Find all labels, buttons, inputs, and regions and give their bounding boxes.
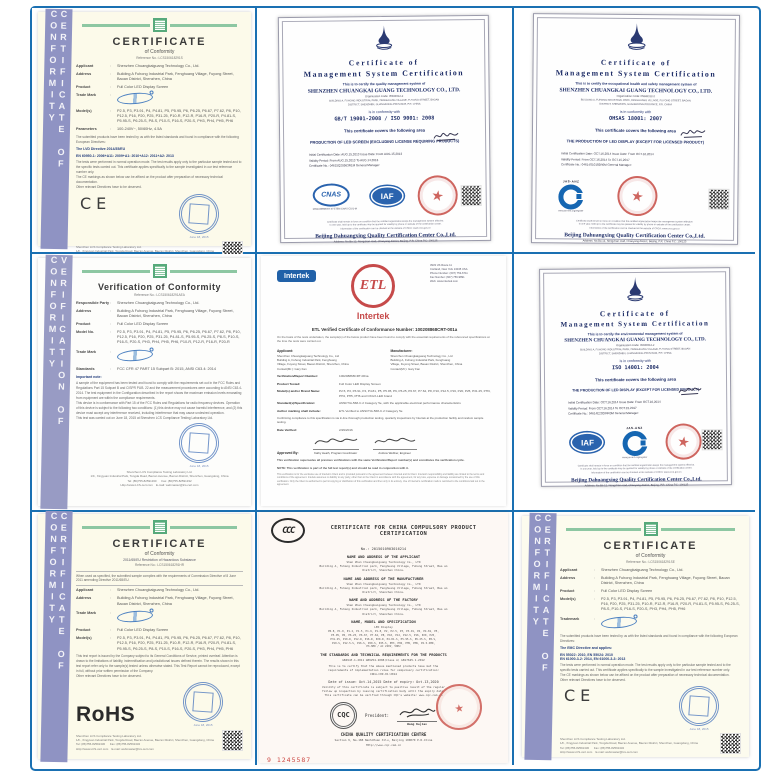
row-label: Author marking shall include: xyxy=(277,408,321,413)
signature-kathy xyxy=(313,435,359,447)
certificate-dates: Initial Certification Date: OCT.16,2014 Issue Date: From OCT.16,2014 Validity Period: From OCT.16,2014 To OCT.15,2017 Certificate No.: 04614S10182R0M General Manager: xyxy=(560,151,654,168)
field-row: Product : Full Color LED Display Screen xyxy=(560,588,653,593)
centre-address: Section 9, No.188 NanSiHuan Xilu, Beijing 100070 P.R.China xyxy=(334,737,433,742)
row-value: Full Color LED Display Screen xyxy=(339,381,381,386)
cert-title-line2: Management System Certification xyxy=(555,68,717,79)
field-label: Trade Mark xyxy=(76,610,97,615)
cert-subtitle: of Conformity xyxy=(144,551,175,557)
star-icon: ★ xyxy=(430,186,446,204)
manufacturer-details: Shenzhen Chuangkaiguang Technology Co., Ltd Building A, Fuhong Industrial Park, Fenghuang Village, Fuyong Street, Baoan District, Shenzhen, China Contact(Mr.): Gary Fan xyxy=(390,353,463,371)
approved-by-label: Approved By: xyxy=(277,451,299,456)
standards-lines: EN 55022: 2010, EN 55024: 2010 EN 61000-3-2: 2014, EN 61000-3-3: 2013 xyxy=(560,652,626,661)
section-body: Shen Zhen Chuangkaiguang Technology Co., LTD Building A, Fuhong Industrial park, Fenghuang Village, Fuhong Street, Bao an District, Shenzhen China. xyxy=(319,581,448,594)
cert-title-line1: Certificate of xyxy=(348,57,419,68)
applicant-header: Applicant: xyxy=(277,348,294,353)
qr-code xyxy=(222,730,243,751)
cert-cell-ce-lvd[interactable] xyxy=(32,8,257,254)
lab-footer: Shenzhen LCS Compliance Testing Laboratory Ltd. 1/F., Xingyuan Industrial Park, Tongda Road, Bao'an Avenue, Bao'an District, Shenzhen, Guangdong, China Tel: (86)755-82591330 Fax: (86)755-82591332 Http://www.LCS-cert.com E-mail: webmaster@lcs-cert.com xyxy=(90,469,229,488)
seal-date: June 18, 2015 xyxy=(189,234,209,239)
field-label: Model No. xyxy=(76,329,95,334)
iaf-logo: IAF xyxy=(571,432,604,452)
field-label: Product xyxy=(76,628,91,633)
voc-paper xyxy=(38,254,251,506)
section-body: Shen Zhen Chuangkaiguang Technology Co., LTD Building A, Fuhong Industrial park, Fenghuang Village, Fuhong Street, Bao an District, Shenzhen China. xyxy=(319,603,448,616)
qr-code xyxy=(708,189,729,210)
centre-website: Http://www.cqc.com.cn xyxy=(365,742,402,747)
ce-mark: CE xyxy=(80,193,112,213)
field-row: Responsible Party : Shenzhen Chuangkaiguang Technology Co., Ltd. xyxy=(76,301,200,305)
cert-title-line1: Certificate of xyxy=(599,308,671,319)
row-value: ETL Verified to ANSI/TIA-568-C.2 Category 5e xyxy=(339,408,403,413)
ce-lvd-sidebar-banner xyxy=(40,9,72,250)
certification-emblem-icon xyxy=(625,277,645,302)
fine-print: Certificate shall remain in force on condition that the certified organization keeps the management system effective. In one year, held up to the certificate may be queried for validity by phone or website of the certification center. Information of the certification can be checked at the website of CNCA: www.cnca.gov.cn xyxy=(577,464,695,475)
cert-title: CERTIFICATE xyxy=(112,538,207,550)
cert-cell-ce-emc[interactable] xyxy=(514,512,755,765)
section-title: NAME AND ADDRESS OF THE FACTORY xyxy=(349,598,418,603)
field-label: Product xyxy=(76,321,91,326)
conformity-line: is in conformity with xyxy=(619,109,652,115)
field-label: Applicant xyxy=(76,588,94,593)
standard-number: ISO 14001: 2004 xyxy=(611,364,659,372)
field-label: Parameters xyxy=(76,127,97,131)
red-star-seal xyxy=(415,173,461,219)
certification-scope: THE PRODUCTION OF LED DISPLAY (EXCEPT FOR LICENSED PRODUCT) xyxy=(572,387,700,393)
directive-line: The LVD Directive 2014/35/EU xyxy=(76,147,126,152)
ccc-logo: CCC xyxy=(271,518,305,543)
etl-circle-logo: ETL xyxy=(351,264,395,308)
cert-title-line1: Certificate of xyxy=(600,57,672,68)
field-row: Applicant : Shenzhen Chuangkaiguang Technology Co., Ltd. xyxy=(560,568,684,572)
field-row-trademark: Trade Mark : xyxy=(76,93,243,106)
row-value: ANSI/TIA-568-C.2 Category 5e, with the applicable electrical performance characteristics xyxy=(339,401,461,406)
rohs-big-label: RoHS xyxy=(76,703,136,727)
green-rule xyxy=(82,520,237,534)
etl-certificate-title: ETL Verified Certificate of Conformance Number: 100208868CRT-001a xyxy=(311,327,458,332)
field-label: Address xyxy=(76,596,92,601)
standards-line: EN 60950-1: 2006+A11: 2009+A1: 2010+A12: 2011+A2: 2013 xyxy=(76,153,174,158)
blue-seal-stamp xyxy=(175,190,223,238)
president-signature xyxy=(397,705,437,719)
field-row-trademark: Trade Mark : xyxy=(76,350,243,363)
certification-emblem-icon xyxy=(625,23,647,51)
row-value: P2.5, P3, P3.91, P4, P4.81, P5, P5.95, P6, P6.25, P6.67, P7.62, P8, P10, P12.5, P16, P20, P25, P31.25, PH3, PH4, PH5, PH6 and CKGX-LED brand xyxy=(339,389,491,398)
field-value: Shenzhen Chuangkaiguang Technology Co., Ltd. xyxy=(601,568,684,572)
blue-seal-stamp xyxy=(179,678,227,726)
field-value: Shenzhen Chuangkaiguang Technology Co., Ltd. xyxy=(117,301,200,305)
cert-subtitle: of Conformity xyxy=(144,49,175,55)
field-row: Applicant : Shenzhen Chuangkaiguang Technology Co., Ltd. xyxy=(76,588,200,593)
field-value: Full Color LED Display Screen xyxy=(117,84,169,89)
row-label: Date Verified: xyxy=(277,427,297,432)
cert-title: CERTIFICATE xyxy=(112,36,207,48)
standard-number: OHSAS 18001: 2007 xyxy=(609,115,663,123)
certificate-grid xyxy=(30,6,761,771)
blue-seal-stamp xyxy=(175,419,223,467)
cert-subtitle: of Conformity xyxy=(635,553,666,559)
seal-date: June 18, 2015 xyxy=(189,463,209,468)
field-value: FCC CFR 47 PART 15 Subpart B: 2015, ANSI C63.4: 2014 xyxy=(117,367,216,371)
cert-cell-rohs[interactable] xyxy=(32,512,257,765)
qr-code xyxy=(461,185,482,206)
sidebar-vertical-label: VERIFICATION OF CONFORMITY xyxy=(46,254,70,428)
cert-cell-ccc[interactable] xyxy=(257,512,514,765)
conformity-line: is in conformity with xyxy=(619,358,652,364)
model-list: P0.8, P1.0, P1.2, P1.5, P1.6, P1.8, P2, P2.5, P3, P3.91, P4, P4.81, P5, P5.95, P6, P6.25, P6.67, P7.62, P8, P10, P12, P12.5, P16, P20, P25, P31.25, P10-R, P12-R, P16-R, P20-R, P4.81-S, P5.95-S, P6.25-S, P8-S, P10-S, P12.5-S, P16-S, P20-S, P25-S, PH3, PH4, PH5, PH6, P2.5-SMD, P3-SMD / AC 220V, 50Hz xyxy=(328,629,439,649)
etl-row xyxy=(277,374,492,378)
cert-cell-fcc-voc[interactable] xyxy=(32,254,257,512)
row-label: Verification/Report Number: xyxy=(277,374,319,379)
important-note-label: Important note: xyxy=(76,374,102,379)
body-paragraph: The submitted products have been tested by us with the listed standards and found in compliance with the following European Directives: xyxy=(76,134,239,144)
manufacturer-header: Manufacturer: xyxy=(390,348,413,353)
field-label: Model(s) xyxy=(560,596,576,601)
cqc-logo: CQC xyxy=(330,702,357,729)
etl-row xyxy=(277,389,492,398)
field-value: P2.5, P3, P3.91, P4, P4.81, P5, P5.95, P6, P6.25, P6.67, P7.62, P8, P10, P12.5, P16, P20, P25, P31.25, P10-R, P12-R, P16-R, P20-R, P4.81-S, P5.95-S, P6.25-S, P8-S, P10-S, P16-S, P20-S, PH3, PH4, PH5, PH6 xyxy=(117,108,241,124)
field-row: Product : Full Color LED Display Screen xyxy=(76,321,169,326)
president-label: President: xyxy=(364,712,390,718)
red-star-seal xyxy=(662,421,703,462)
jas-anz-sub: www.jas-anz.org/register xyxy=(622,456,648,459)
green-rule xyxy=(566,522,735,536)
row-value: 2/29/2016 xyxy=(339,427,353,432)
company-name: SHENZHEN CHUANGKAI GUANG TECHNOLOGY CO., LTD. xyxy=(564,337,706,344)
emc-sidebar-banner xyxy=(524,513,556,761)
field-row-trademark: Trademark : xyxy=(560,617,741,630)
reference-number: Reference No.: LCS150618291SE xyxy=(626,560,675,564)
conjunction-note: NOTE: This verification is part of the full test report(s) and should be read in conjunction with it. xyxy=(277,465,409,470)
certification-centre-name: CHINA QUALITY CERTIFICATION CENTRE xyxy=(340,731,427,737)
certify-line: This is to certify the quality management system of xyxy=(342,81,426,87)
certificate-number: No.: 2015010903016214 xyxy=(360,547,407,551)
qr-code xyxy=(701,429,722,450)
etl-row xyxy=(277,382,492,386)
green-emblem-icon xyxy=(153,520,167,534)
validity-paragraph: Validity of this certificate is subject to positive result of the regular follow up inspection by issuing certification body until the expiry date. This certificate can be verified through CQC's website: www.cqc.com.cn xyxy=(322,685,445,698)
president-name: Wang Kejiao xyxy=(397,721,437,726)
product-name: LED Display xyxy=(374,624,393,629)
reference-number: Reference No.: LCS150618291HR xyxy=(134,563,185,567)
field-row: Model No. : P2.5, P3, P3.91, P4, P4.81, P5, P5.95, P6, P6.25, P6.67, P7.62, P8, P10, P12.5, P16, P20, P25, P31.25, P4.81-S, P5.95-S, P6.25-S, P8-S, P10-S, P16-S, P20-S, PH3, PH4, PH5, PH6, P10-R, P12-R, P16-R, P20-R xyxy=(76,330,243,346)
applicant-details: Shenzhen Chuangkaiguang Technology Co., Ltd Building A, Fuhong Industrial Park, Fenghuang Village, Fuyong Street, Baoan District, Shenzhen, China Contact(Mr.): Gary Fan xyxy=(277,353,349,371)
trademark-logo xyxy=(117,91,154,105)
covers-line: This certificate covers the following area xyxy=(595,376,677,383)
intertek-red-label: Intertek xyxy=(356,311,390,321)
field-label: Address xyxy=(76,71,92,76)
body-paragraph: A sample of the equipment has been tested and found to comply with the requirements set out in the FCC Rules and Regulations Part 15 Subpart B and CISPR PUB. 22 and the measurement procedures were according to ANSI C63.4-2014. The test equipment in the Configuration described in the report shows the maximum emission levels emanating from equipment are within the compliance requirements. This device is in conformance with Part 15 of the FCC Rules and Regulations for radio frequency devices. Operation of this device is subject to the following two conditions: (1) this device may not cause harmful interference, and (2) this device must accept any interference received, including interference that may cause undesired operation. This test was carried out on June 18, 2015 at Shenzhen LCS Compliance Testing Laboratory Ltd. xyxy=(76,381,243,420)
trademark-logo xyxy=(117,348,154,362)
row-label: Model(s) and/or Brand Name: xyxy=(277,389,321,394)
organization-code: Organization Code: 05949312-2 xyxy=(616,343,655,348)
lab-footer: Shenzhen LCS Compliance Testing Laboratory Ltd. 1/F., Xingyuan Industrial Park, Tongda Road, Bao'an Avenue, Bao'an District, Shenzhen, Guangdong, China xyxy=(76,244,214,253)
sidebar-vertical-label: CERTIFICATE OF CONFORMITY xyxy=(46,8,70,171)
certification-body-address: Address: No.Ba 12, Nongzhan road, Chaoyang district, Beijing, P.R. China P.C: 100125 xyxy=(584,483,689,488)
issue-expiry-dates: Date of issue: Oct.14,2015 Date of expiry: Oct.13,2020 xyxy=(328,680,439,685)
field-label: Trademark xyxy=(560,616,580,621)
intertek-badge-logo: Intertek xyxy=(277,270,316,282)
field-value: Full Color LED Display Screen xyxy=(117,628,169,633)
serial-number: 9 1245587 xyxy=(267,756,312,764)
covers-line: This certificate covers the following area xyxy=(594,127,676,134)
cert-cell-iso9001[interactable] xyxy=(257,8,514,254)
field-row: Address : Building A Fuhong Industrial Park, Fenghuang Village, Fuyong Street, Baoan District, Shenzhen, China xyxy=(76,596,243,607)
field-value: Building A Fuhong Industrial Park, Fenghuang Village, Fuyong Street, Baoan District, Shenzhen, China xyxy=(117,71,234,82)
jas-anz-logo xyxy=(622,430,647,455)
field-value: 100-240V~, 50/60Hz, 4.5A xyxy=(117,127,162,131)
field-label: Applicant xyxy=(560,568,578,572)
fine-print: This verification is for the exclusive use of Intertek's Client and is provided pursuant to the agreement between Intertek and its Client. Intertek's responsibility and liability are limited to the terms and conditions of the agreement. Intertek assumes no liability to any party, other than to the Client in accordance with the agreement, for any loss, expense or damage occasioned by the use of this verification. Only the Client is authorized to permit copying or distribution of this verification and then only in its entirety. Use of Intertek's certification mark is restricted to the conditions laid out in the agreement. xyxy=(277,472,485,487)
star-icon: ★ xyxy=(630,186,646,205)
field-row: Address : Building A Fuhong Industrial Park, Fenghuang Village, Fuyong Street, Baoan District, Shenzhen, China xyxy=(560,576,741,587)
date-verified-row xyxy=(277,428,492,432)
company-name: SHENZHEN CHUANGKAI GUANG TECHNOLOGY CO., LTD. xyxy=(559,87,713,95)
body-paragraph: The tests were performed in normal operation mode. The test results apply only to the particular sample tested and to the specific tests carried out. This certificate applies specifically to the sample investigated in our test reference number only. The CE markings as shown below can be affixed on the product after preparation of necessary technical documentation. Other relevant Directives have to be observed. xyxy=(560,663,731,683)
signature-name: Kathy Heath, Program Coordinator xyxy=(314,451,358,456)
iaf-logo: IAF xyxy=(371,186,404,206)
trademark-logo xyxy=(117,609,154,623)
cnas-sub-label: MANAGEMENT SYSTEM CNAS C101-M xyxy=(312,206,357,211)
reference-number: Reference No.: LCS150618291S xyxy=(136,56,183,60)
field-row: Model(s) : P2.5, P3, P3.91, P4, P4.81, P5, P5.95, P6, P6.25, P6.67, P7.62, P8, P10, P12.5, P16, P20, P25, P31.25, P10-R, P12-R, P16-R, P20-R, P4.81-S, P5.95-S, P6.25-S, P8-S, P10-S, P16-S, P20-S, PH3, PH4, PH5, PH6 xyxy=(76,109,243,125)
red-star-seal xyxy=(614,173,661,220)
general-manager-signature xyxy=(676,384,704,396)
field-label: Product xyxy=(560,588,575,593)
jas-anz-label: JAS-ANZ xyxy=(562,178,580,184)
section-body: Shen Zhen Chuangkaiguang Technology Co., LTD Building A, Fuhong Industrial park, Fenghuang Village, Fuhong Street, Bao an District, Shenzhen China. xyxy=(319,560,448,573)
section-title: NAME AND ADDRESS OF THE APPLICANT xyxy=(346,555,421,559)
field-value: Full Color LED Display Screen xyxy=(117,321,169,326)
blue-seal-stamp xyxy=(675,682,723,730)
signature-name: Andrew Webber, Engineer xyxy=(373,449,417,455)
section-title: THE STANDARDS AND TECHNICAL REQUIREMENTS FOR THE PRODUCTS xyxy=(320,653,447,658)
field-value: Building A Fuhong Industrial Park, Fenghuang Village, Fuyong Street, Baoan District, Shenzhen, China xyxy=(117,596,234,606)
field-label: Trade Mark xyxy=(76,92,97,97)
organization-code: Organization Code: 05949312-2 xyxy=(616,94,655,99)
body-paragraph: The submitted products have been tested by us with the listed standards and found in compliance with the following European Directives: xyxy=(560,634,738,643)
field-label: Model(s) xyxy=(76,635,92,640)
conformity-line: is in conformity with xyxy=(368,109,401,115)
green-emblem-icon xyxy=(153,18,167,32)
field-value: P2.5, P3, P3.91, P4, P4.81, P5, P5.95, P6, P6.25, P6.67, P7.62, P8, P10, P12.5, P16, P20, P25, P31.25, P10-R, P12-R, P16-R, P20-R, P4.81-S, P5.95-S, P6.25-S, P8-S, P10-S, P16-S, P20-S, PH3, PH4, PH5, PH6 xyxy=(117,635,241,651)
general-manager-signature xyxy=(678,126,708,139)
emc-paper xyxy=(522,512,749,757)
field-label: Address xyxy=(560,575,576,580)
field-label: Responsible Party xyxy=(76,301,110,305)
intro-paragraph: On the basis of the tests undertaken, the sample(s) of the below product have been found to comply with the essential requirements of the referenced specifications at the time the tests were carried out. xyxy=(277,335,490,344)
field-row: Address : Building A Fuhong Industrial Park, Fenghuang Village, Fuyong Street, Baoan District, Shenzhen, China xyxy=(76,72,243,83)
ce-lvd-paper xyxy=(38,8,251,253)
star-icon: ★ xyxy=(675,432,691,451)
cert-cell-iso14001[interactable] xyxy=(514,254,755,512)
etl-row xyxy=(277,409,492,413)
seal-date: June 18, 2015 xyxy=(689,727,709,732)
supersedes-note: This verification supersedes all previous verifications with the same Verification/Report number(s) and constitutes the verification cycle. xyxy=(277,458,465,463)
signature-andrew xyxy=(373,435,417,447)
field-label: Product xyxy=(76,84,91,89)
field-label: Applicant xyxy=(76,64,94,68)
certificate-dates: Initial Certification Date: AUG.15,2013 Issue Date: From AUG.15,2013 Validity Period: From AUG.15,2013 To AUG.14,2016 Certificate No.: 04615Q20563R1M General Manager: xyxy=(308,151,403,169)
company-address: BUILDING A, FUHONG INDUSTRIAL PARK, FENGHUANG VILLAGE, FUYONG STREET, BAOAN DISTRICT, SHENZHEN, GUANGDONG PROVINCE, P.R. CHINA xyxy=(580,347,691,355)
green-emblem-icon xyxy=(644,522,658,536)
organization-code: Organization Code: 05949312-2 xyxy=(365,94,404,99)
row-value: 100208868CRT-001a xyxy=(339,374,369,379)
field-row-trademark: Trade Mark : xyxy=(76,611,243,624)
iso14001-paper xyxy=(539,267,732,487)
cert-title-line2: Management System Certification xyxy=(560,319,710,329)
company-name: SHENZHEN CHUANGKAI GUANG TECHNOLOGY CO., LTD. xyxy=(307,87,461,95)
field-value: Shenzhen Chuangkaiguang Technology Co., Ltd. xyxy=(117,588,200,593)
certification-emblem-icon xyxy=(373,25,393,51)
seal-date: June 18, 2015 xyxy=(193,723,213,728)
green-emblem-icon xyxy=(153,264,167,278)
field-label: Address xyxy=(76,308,92,313)
lab-footer: Shenzhen LCS Compliance Testing Laboratory Ltd. 1/F., Xingyuan Industrial Park, Tongda Road, Bao'an Avenue, Bao'an District, Shenzhen, Guangdong, China Tel: (86)755-82591330 Fax: (86)755-82591332 Http://www.LCS-cert.com E-mail: webmaster@lcs-cert.com xyxy=(560,736,698,754)
intertek-address-block: 3933 US Route 11 Cortland, New York 13045 USA Phone Number: (607) 753-6711 Fax Number: (607) 756-9891 Web: www.intertek.com xyxy=(429,264,468,284)
cnas-logo: CNAS xyxy=(313,183,350,206)
star-icon: ★ xyxy=(453,697,465,717)
field-row: Standards : FCC CFR 47 PART 15 Subpart B: 2015, ANSI C63.4: 2014 xyxy=(76,367,216,371)
reference-number: Reference No.: LCS150618291AEA xyxy=(134,293,185,297)
field-value: Building A Fuhong Industrial Park, Fenghuang Village, Fuyong Street, Baoan District, Shenzhen, China xyxy=(601,575,730,586)
standards-list: GB4943.1-2011 GB9254-2008(Class A) GB17625.1-2012 xyxy=(342,658,425,663)
field-value: Shenzhen Chuangkaiguang Technology Co., Ltd. xyxy=(117,64,200,68)
field-value: Building A Fuhong Industrial Park, Fenghuang Village, Fuyong Street, Baoan District, Shenzhen, China xyxy=(117,308,234,319)
field-value: P2.5, P3, P3.91, P4, P4.81, P5, P5.95, P6, P6.25, P6.67, P7.62, P8, P10, P12.5, P16, P20, P25, P31.25, P4.81-S, P5.95-S, P6.25-S, P8-S, P10-S, P16-S, P20-S, PH3, PH4, PH5, PH6, P10-R, P12-R, P16-R, P20-R xyxy=(117,329,241,345)
general-manager-signature xyxy=(431,129,461,142)
certification-body-address: Address: No.Ba 12, Nongzhan road, Chaoyang district, Beijing, P.R. China P.C: 100125 xyxy=(582,239,687,244)
body-paragraph: This test report is issued by the Company subject to its General Conditions of Service, printed overleaf. Attention is drawn to the limitations of liability, indemnification and jurisdictional issues defined therein. The results shown in this test report refer only to the sample(s) tested unless otherwise stated. This Test Report cannot be reproduced, except in full, without prior written permission of the Company. Other relevant Directives have to be observed. xyxy=(76,654,240,679)
directive-line: The EMC Directive and applies: xyxy=(560,646,613,651)
ccc-paper xyxy=(259,512,508,763)
fine-print: Certificate shall remain in force on condition that the certified organization keeps the management system effective. In one year, held up to the certificate may be queried for validity by phone or website of the certification center. Information of the certification can be checked at the website of CNCA: www.cnca.gov.cn xyxy=(326,220,444,231)
cert-title: CERTIFICATE xyxy=(603,540,698,552)
company-address: BUILDING A, FUHONG INDUSTRIAL PARK, FENGHUANG VILLAGE, FUYONG STREET, BAOAN DISTRICT, SHENZHEN, GUANGDONG PROVINCE, P.R. CHINA xyxy=(580,98,691,106)
certification-body-address: Address: No.Ba 12, Nongzhan road, Chaoyang district, Beijing, P.R. China P.C: 100125 xyxy=(333,239,438,244)
etl-row xyxy=(277,401,492,405)
green-rule xyxy=(82,18,237,32)
cert-title-line2: Management System Certification xyxy=(303,68,465,79)
green-rule xyxy=(82,264,237,278)
rohs-directive-line: 2011/65/EU Restriction of Hazardous Substance xyxy=(123,558,196,562)
row-label: Product Tested: xyxy=(277,381,301,386)
ccc-header-title: CERTIFICATE FOR CHINA COMPULSORY PRODUCT CERTIFICATION xyxy=(330,524,477,537)
standard-number: GB/T 19001-2008 / ISO 9001: 2008 xyxy=(334,115,435,123)
sidebar-vertical-label: CERTIFICATE OF CONFORMITY xyxy=(530,512,554,675)
certify-line: This is to certify the occupational health and safety management system of xyxy=(575,81,697,87)
field-label: Trade Mark xyxy=(76,349,97,354)
etl-paper xyxy=(261,256,506,506)
field-label: Model(s) xyxy=(76,108,92,113)
intro-paragraph: When used as specified, the submitted sample complies with the requirements of Commission Directive of 8 June 2011 amending Directive 2011/65/EU. xyxy=(76,571,243,586)
company-address: BUILDING A, FUHONG INDUSTRIAL PARK, FENGHUANG VILLAGE, FUYONG STREET, BAOAN DISTRICT, SHENZHEN, GUANGDONG PROVINCE, P.R. CHINA xyxy=(329,98,440,106)
field-label: Standards xyxy=(76,367,95,371)
field-value: Full Color LED Display Screen xyxy=(601,588,653,593)
jas-anz-sub: www.jas-anz.org/register xyxy=(558,209,584,213)
ce-mark: CE xyxy=(564,686,596,706)
field-row: Model(s) : P2.5, P3, P3.91, P4, P4.81, P5, P5.95, P6, P6.25, P6.67, P7.62, P8, P10, P12.5, P16, P20, P25, P31.25, P10-R, P12-R, P16-R, P20-R, P4.81-S, P5.95-S, P6.25-S, P8-S, P10-S, P16-S, P20-S, PH3, PH4, PH5, PH6 xyxy=(560,596,740,612)
ohsas-paper xyxy=(531,13,740,245)
fine-print: Certificate shall remain in force on condition that the certified organization keeps the management system effective. In one year, held up to the certificate may be queried for validity by phone or website of the certification center. Information of the certification can be checked at the website of CNCA: www.cnca.gov.cn xyxy=(576,220,694,231)
cert-cell-ohsas18001[interactable] xyxy=(514,8,755,254)
row-label: Standard(s)/Specification: xyxy=(277,401,316,406)
sidebar-vertical-label: CERTIFICATE OF CONFORMITY xyxy=(46,510,70,673)
certification-body-name: Beijing Dahuangxing Quality Certification Center Co.,Ltd. xyxy=(564,232,705,240)
voc-sidebar-banner xyxy=(40,255,72,510)
certificate-dates: Initial Certification Date: OCT.16,2014 Issue Date: From OCT.16,2014 Validity Period: From OCT.16,2014 To OCT.15,2017 Certificate No.: 04614E20284R0M General Manager: xyxy=(568,399,661,416)
field-row: Product : Full Color LED Display Screen xyxy=(76,84,169,89)
certification-scope: PRODUCTION OF LED SCREEN (EXCLUDING LICENSE REQUIRING PRODUCTS) xyxy=(309,138,460,145)
section-title: NAME, MODEL AND SPECIFICATION xyxy=(351,619,416,624)
body-paragraph: The tests were performed in normal operation mode. The test results apply only to the particular sample tested and to the specific tests carried out. This certificate applies specifically to the sample investigated in our test reference number only. The CE markings as shown below can be affixed on the product after preparation of necessary technical documentation. Other relevant Directives have to be observed. xyxy=(76,160,242,189)
jas-anz-logo xyxy=(558,184,583,209)
cert-title: Verification of Conformity xyxy=(97,282,221,292)
certification-body-name: Beijing Dahuangxing Quality Certification Center Co.,Ltd. xyxy=(315,232,456,240)
certification-body-name: Beijing Dahuangxing Quality Certification Center Co.,Ltd. xyxy=(571,476,702,484)
cert-cell-intertek-etl[interactable] xyxy=(257,254,514,512)
confirm-paragraph: Confirming compliance to this specification is via in-line thorough production testing, quarterly inspections by Intertek at the production facility and random sample testing. xyxy=(277,416,484,425)
field-row: Parameters : 100-240V~, 50/60Hz, 4.5A xyxy=(76,127,162,131)
field-row: Applicant : Shenzhen Chuangkaiguang Technology Co., Ltd. xyxy=(76,64,200,68)
rohs-sidebar-banner xyxy=(40,511,72,763)
trademark-logo xyxy=(601,615,638,629)
certification-scope: THE PRODUCTION OF LED DISPLAY (EXCEPT FOR LICENSED PRODUCT) xyxy=(566,138,705,145)
jas-anz-label: JAS-ANZ xyxy=(626,425,643,430)
field-row: Product : Full Color LED Display Screen xyxy=(76,628,169,633)
field-row: Address : Building A Fuhong Industrial Park, Fenghuang Village, Fuyong Street, Baoan District, Shenzhen, China xyxy=(76,309,243,320)
covers-line: This certificate covers the following area xyxy=(343,127,426,134)
field-value: P2.5, P3, P3.91, P4, P4.81, P5, P5.95, P6, P6.25, P6.67, P7.62, P8, P10, P12.5, P16, P20, P25, P31.25, P10-R, P12-R, P16-R, P20-R, P4.81-S, P5.95-S, P6.25-S, P8-S, P10-S, P16-S, P20-S, PH3, PH4, PH5, PH6 xyxy=(601,596,740,612)
iso9001-paper xyxy=(278,15,491,243)
rohs-paper xyxy=(38,510,251,759)
section-title: NAME AND ADDRESS OF THE MANUFACTURER xyxy=(343,576,424,581)
lab-footer: Shenzhen LCS Compliance Testing Laboratory Ltd. 1/F., Xingyuan Industrial Park, Tongda Road, Bao'an Avenue, Bao'an District, Shenzhen, Guangdong, China Tel: (86)755-82591330 Fax: (86)755-82591332 Http://www.LCS-cert.com E-mail: webmaster@lcs-cert.com xyxy=(76,733,214,751)
certify-line: This is to certify the environmental management system of xyxy=(587,331,683,337)
certify-paragraph: This is to certify that the above mentioned products have met the requirements of implementation rules for compulsory certification: CNCA-C09-01:2014 xyxy=(327,663,440,676)
qr-code xyxy=(720,733,741,754)
field-row: Model(s) : P2.5, P3, P3.91, P4, P4.81, P5, P5.95, P6, P6.25, P6.67, P7.62, P8, P10, P12.5, P16, P20, P25, P31.25, P10-R, P12-R, P16-R, P20-R, P4.81-S, P5.95-S, P6.25-S, P8-S, P10-S, P16-S, P20-S, PH3, PH4, PH5, PH6 xyxy=(76,636,243,652)
